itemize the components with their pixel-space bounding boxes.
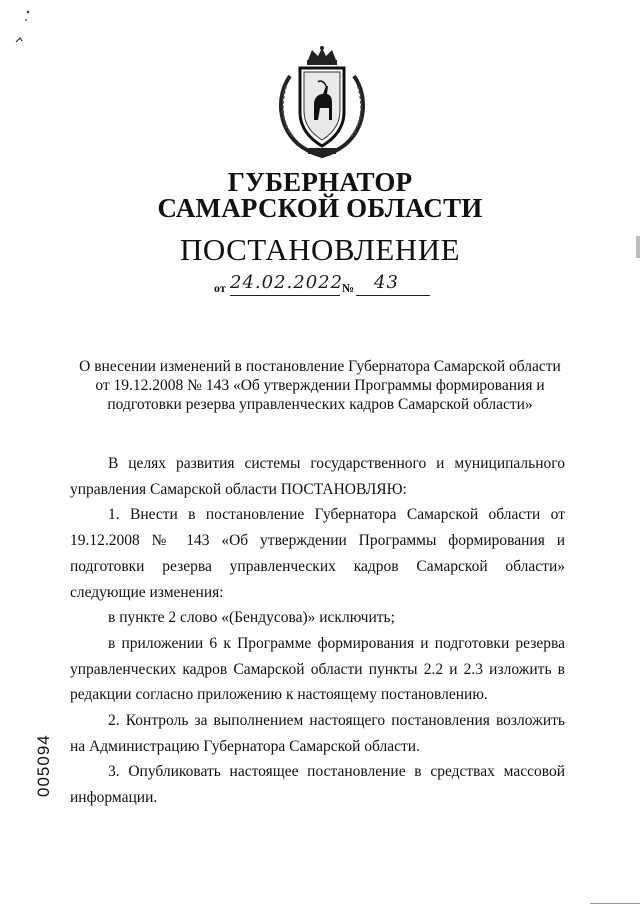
amendment-2-paragraph: в приложении 6 к Программе формирования и подготовки резерва управленческих кадров Самарской области пункты 2.2 и 2.3 изложить в редакции согласно приложению к настоящему постановлению. [70, 634, 565, 704]
subject-line: от 19.12.2008 № 143 «Об утверждении Программы формирования и [95, 377, 545, 394]
item-2-paragraph: 2. Контроль за выполнением настоящего постановления возложить на Администрацию Губернатора Самарской области. [70, 712, 565, 755]
subject-line: подготовки резерва управленческих кадров Самарской области» [107, 396, 533, 413]
number-label: № [342, 281, 355, 295]
preamble-paragraph: В целях развития системы государственного и муниципального управления Самарской области ПОСТАНОВЛЯЮ: [70, 455, 565, 498]
subject-line: О внесении изменений в постановление Губернатора Самарской области [79, 358, 561, 375]
document-body [70, 451, 565, 811]
registration-code: 005094 [34, 734, 53, 797]
from-label: от [214, 281, 226, 295]
date-underline [230, 295, 340, 296]
number-underline [356, 295, 430, 296]
amendment-1-paragraph: в пункте 2 слово «(Бендусова)» исключить; [108, 609, 395, 627]
region-title: САМАРСКОЙ ОБЛАСТИ [157, 193, 483, 223]
coat-of-arms-icon [268, 46, 376, 160]
document-subject [60, 357, 580, 414]
document-number: 43 [374, 272, 399, 293]
scan-edge-mark [636, 236, 640, 258]
item-3-paragraph: 3. Опубликовать настоящее постановление в средствах массовой информации. [70, 763, 565, 807]
item-1-paragraph: 1. Внести в постановление Губернатора Самарской области от 19.12.2008 № 143 «Об утверждении Программы формирования и подготовки резерва управленческих кадров Самарской области» следующие изменения: [70, 506, 565, 601]
document-type: ПОСТАНОВЛЕНИЕ [179, 232, 461, 267]
scan-speck-icon [10, 8, 40, 48]
date-number-line [214, 274, 444, 298]
document-date: 24.02.2022 [230, 272, 344, 293]
scan-edge-line [590, 903, 640, 904]
governor-title: ГУБЕРНАТОР [227, 167, 413, 197]
